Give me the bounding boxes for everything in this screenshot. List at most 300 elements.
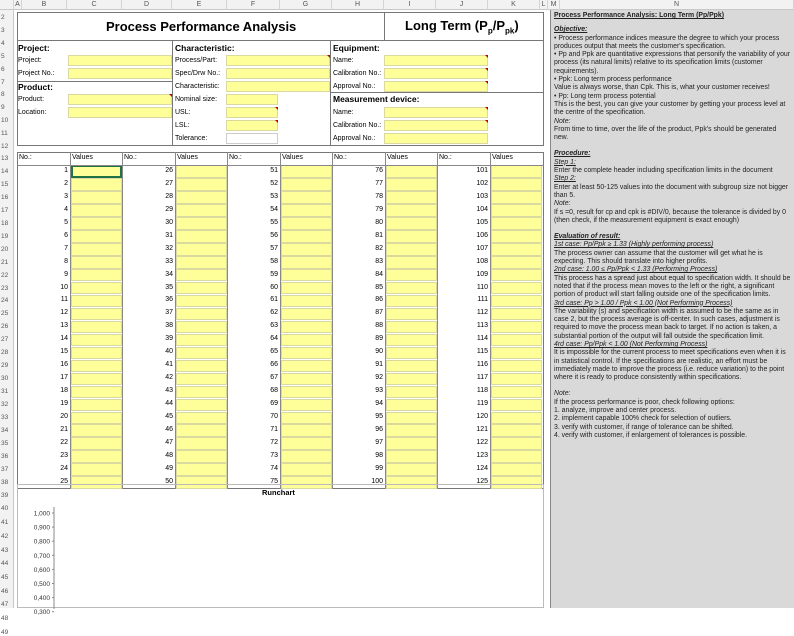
- value-input-cell[interactable]: [71, 217, 122, 229]
- value-input-cell[interactable]: [281, 386, 332, 398]
- runchart-title: Runchart: [262, 488, 295, 497]
- value-input-cell[interactable]: [386, 204, 437, 216]
- value-input-cell[interactable]: [176, 178, 227, 190]
- process-part-input[interactable]: [226, 55, 330, 66]
- sample-number: 52: [270, 179, 278, 187]
- value-input-cell[interactable]: [71, 269, 122, 281]
- sample-number: 83: [375, 257, 383, 265]
- value-input-cell[interactable]: [386, 334, 437, 346]
- sample-number: 34: [165, 270, 173, 278]
- value-input-cell[interactable]: [71, 347, 122, 359]
- value-input-cell[interactable]: [176, 386, 227, 398]
- value-input-cell[interactable]: [491, 269, 542, 281]
- row-number[interactable]: 16: [1, 193, 9, 201]
- value-input-cell[interactable]: [491, 282, 542, 294]
- value-input-cell[interactable]: [71, 424, 122, 436]
- value-input-cell[interactable]: [71, 373, 122, 385]
- value-input-cell[interactable]: [176, 321, 227, 333]
- value-input-cell[interactable]: [386, 295, 437, 307]
- col-header-j[interactable]: J: [436, 0, 488, 10]
- sample-number: 49: [165, 464, 173, 472]
- row-number[interactable]: 5: [1, 52, 5, 60]
- row-number[interactable]: 20: [1, 245, 9, 253]
- row-number[interactable]: 30: [1, 375, 9, 383]
- y-tick-label: 0,600: [33, 566, 50, 574]
- row-number[interactable]: 12: [1, 143, 9, 150]
- row-header-bar: [0, 10, 14, 636]
- value-input-cell[interactable]: [281, 360, 332, 372]
- value-input-cell[interactable]: [281, 450, 332, 462]
- no-column-header: No.:: [334, 154, 347, 161]
- value-input-cell[interactable]: [71, 230, 122, 242]
- nominal-size-input[interactable]: [226, 94, 278, 105]
- value-input-cell[interactable]: [176, 204, 227, 216]
- value-input-cell[interactable]: [281, 412, 332, 424]
- row-number[interactable]: 47: [1, 601, 9, 609]
- value-input-cell[interactable]: [386, 360, 437, 372]
- sample-number: 113: [476, 322, 488, 330]
- value-input-cell[interactable]: [281, 217, 332, 229]
- value-input-cell[interactable]: [386, 217, 437, 229]
- value-input-cell[interactable]: [176, 217, 227, 229]
- spec-drw-label: Spec/Drw No.:: [175, 70, 221, 77]
- value-input-cell[interactable]: [71, 243, 122, 255]
- row-number[interactable]: 4: [1, 39, 5, 47]
- value-input-cell[interactable]: [386, 347, 437, 359]
- row-number[interactable]: 23: [1, 284, 9, 292]
- comment-marker[interactable]: [485, 120, 488, 123]
- value-input-cell[interactable]: [176, 412, 227, 424]
- y-tick-label: 0,900: [33, 524, 50, 532]
- value-input-cell[interactable]: [281, 204, 332, 216]
- row-number[interactable]: 22: [1, 271, 9, 279]
- sample-number: 18: [60, 387, 68, 395]
- row-number[interactable]: 24: [1, 297, 9, 305]
- value-input-cell[interactable]: [491, 399, 542, 411]
- value-input-cell[interactable]: [71, 334, 122, 346]
- sample-number: 121: [476, 425, 488, 433]
- value-input-cell[interactable]: [71, 295, 122, 307]
- notes-title: Process Performance Analysis: Long Term (Pp/Ppk): [554, 12, 725, 19]
- value-input-cell[interactable]: [176, 334, 227, 346]
- value-input-cell[interactable]: [386, 269, 437, 281]
- usl-input[interactable]: [226, 107, 278, 118]
- value-input-cell[interactable]: [71, 308, 122, 320]
- value-input-cell[interactable]: [71, 360, 122, 372]
- row-number[interactable]: 29: [1, 362, 9, 370]
- row-number[interactable]: 9: [1, 104, 5, 112]
- row-number[interactable]: 44: [1, 560, 9, 568]
- value-input-cell[interactable]: [491, 256, 542, 268]
- row-number[interactable]: 40: [1, 505, 9, 513]
- sample-number: 92: [375, 374, 383, 382]
- objective-line: • Ppk: Long term process performance: [554, 76, 672, 84]
- col-header-m[interactable]: M: [548, 0, 560, 10]
- row-number[interactable]: 25: [1, 310, 9, 318]
- value-input-cell[interactable]: [176, 360, 227, 372]
- sample-number: 109: [476, 270, 488, 278]
- equipment-approval-label: Approval No.:: [333, 83, 376, 90]
- row-number[interactable]: 33: [1, 414, 9, 421]
- value-input-cell[interactable]: [386, 399, 437, 411]
- note3-line: 3. verify with customer, if range of tolerance can be shifted.: [554, 423, 734, 431]
- value-input-cell[interactable]: [71, 463, 122, 475]
- value-input-cell[interactable]: [386, 308, 437, 320]
- active-value-cell[interactable]: [71, 165, 122, 177]
- value-input-cell[interactable]: [491, 243, 542, 255]
- values-column-header: Values: [492, 154, 513, 161]
- row-number[interactable]: 6: [1, 65, 5, 73]
- equipment-name-label: Name:: [333, 57, 354, 64]
- sample-number: 94: [375, 400, 383, 408]
- value-input-cell[interactable]: [491, 463, 542, 475]
- value-input-cell[interactable]: [71, 386, 122, 398]
- value-input-cell[interactable]: [491, 217, 542, 229]
- sample-number: 76: [375, 166, 383, 174]
- value-input-cell[interactable]: [491, 230, 542, 242]
- value-input-cell[interactable]: [281, 399, 332, 411]
- sample-number: 89: [375, 335, 383, 343]
- sample-number: 73: [270, 451, 278, 459]
- measurement-heading: Measurement device:: [333, 94, 420, 104]
- comment-marker[interactable]: [485, 68, 488, 71]
- row-number[interactable]: 37: [1, 465, 9, 473]
- value-input-cell[interactable]: [281, 373, 332, 385]
- value-input-cell[interactable]: [176, 347, 227, 359]
- objective-line: • Process performance indices measure the degree to which your process produces output that meets the customer's specification.: [554, 34, 780, 50]
- sample-number: 75: [270, 477, 278, 485]
- col-header-a[interactable]: A: [14, 0, 22, 10]
- col-header-n[interactable]: N: [560, 0, 794, 10]
- sample-number: 99: [375, 464, 383, 472]
- row-number[interactable]: 13: [1, 155, 9, 162]
- row-number[interactable]: 19: [1, 232, 9, 240]
- value-input-cell[interactable]: [386, 463, 437, 475]
- value-input-cell[interactable]: [176, 450, 227, 462]
- row-number[interactable]: 11: [1, 130, 8, 138]
- row-number[interactable]: 42: [1, 532, 9, 540]
- row-number[interactable]: 27: [1, 336, 9, 344]
- value-input-cell[interactable]: [491, 412, 542, 424]
- sample-number: 15: [60, 348, 68, 356]
- row-number[interactable]: 2: [1, 14, 5, 21]
- row-number[interactable]: 38: [1, 478, 9, 486]
- select-all-corner[interactable]: [0, 0, 14, 10]
- value-input-cell[interactable]: [491, 165, 542, 177]
- spec-drw-input[interactable]: [226, 68, 330, 79]
- value-input-cell[interactable]: [281, 165, 332, 177]
- device-approval-input[interactable]: [384, 133, 488, 144]
- note3-line: 4. verify with customer, if enlargement of tolerances is possible.: [554, 431, 748, 439]
- device-name-input[interactable]: [384, 107, 488, 118]
- sample-number: 120: [476, 413, 488, 420]
- row-number[interactable]: 26: [1, 323, 9, 331]
- comment-marker[interactable]: [169, 94, 172, 97]
- row-number[interactable]: 28: [1, 349, 9, 357]
- sample-number: 80: [375, 218, 383, 226]
- step2-text: Enter at least 50-125 values into the document with subgroup size not bigger than 5.: [554, 183, 789, 199]
- value-input-cell[interactable]: [386, 321, 437, 333]
- sample-number: 24: [60, 464, 68, 472]
- comment-marker[interactable]: [485, 81, 488, 84]
- row-number[interactable]: 46: [1, 587, 9, 595]
- sample-number: 7: [64, 244, 68, 252]
- sample-number: 124: [476, 464, 488, 472]
- value-input-cell[interactable]: [71, 204, 122, 216]
- value-input-cell[interactable]: [386, 373, 437, 385]
- row-number[interactable]: 31: [1, 388, 9, 396]
- col-header-g[interactable]: G: [280, 0, 332, 10]
- row-number[interactable]: 3: [1, 26, 5, 34]
- value-input-cell[interactable]: [281, 243, 332, 255]
- value-input-cell[interactable]: [281, 282, 332, 294]
- value-input-cell[interactable]: [491, 204, 542, 216]
- value-input-cell[interactable]: [71, 399, 122, 411]
- row-number[interactable]: 34: [1, 426, 9, 434]
- sample-number: 26: [165, 166, 173, 174]
- sample-number: 112: [476, 309, 488, 317]
- characteristic-input[interactable]: [226, 81, 330, 92]
- value-input-cell[interactable]: [491, 386, 542, 398]
- evaluation-heading: Evaluation of result:: [554, 233, 621, 241]
- value-input-cell[interactable]: [71, 450, 122, 462]
- value-input-cell[interactable]: [386, 178, 437, 190]
- value-input-cell[interactable]: [71, 412, 122, 424]
- value-input-cell[interactable]: [176, 424, 227, 436]
- value-input-cell[interactable]: [281, 178, 332, 190]
- value-input-cell[interactable]: [176, 256, 227, 268]
- value-input-cell[interactable]: [281, 334, 332, 346]
- value-input-cell[interactable]: [176, 437, 227, 449]
- comment-marker[interactable]: [485, 107, 488, 110]
- row-number[interactable]: 8: [1, 91, 5, 99]
- lsl-input[interactable]: [226, 120, 278, 131]
- sample-number: 43: [165, 387, 173, 395]
- sample-number: 1: [64, 166, 68, 174]
- location-input[interactable]: [68, 107, 172, 118]
- col-header-k[interactable]: K: [488, 0, 540, 10]
- value-input-cell[interactable]: [491, 360, 542, 372]
- case4-text: It is impossible for the current process to meet specifications even when it is in statistical control. If the specifications are realistic, an effort must be immediately made to improve the process (i.e. reduce variation) to the point where it is ready to produce consistently within specifications.: [554, 349, 786, 382]
- col-header-d[interactable]: D: [122, 0, 172, 10]
- sample-number: 37: [165, 309, 173, 317]
- value-input-cell[interactable]: [491, 295, 542, 307]
- value-input-cell[interactable]: [491, 191, 542, 203]
- col-header-h[interactable]: H: [332, 0, 384, 10]
- value-input-cell[interactable]: [386, 437, 437, 449]
- value-input-cell[interactable]: [71, 191, 122, 203]
- equipment-calibration-input[interactable]: [384, 68, 488, 79]
- row-number[interactable]: 14: [1, 167, 9, 175]
- instructions-panel: [550, 10, 794, 608]
- value-input-cell[interactable]: [176, 191, 227, 203]
- col-header-c[interactable]: C: [67, 0, 122, 10]
- row-number[interactable]: 45: [1, 573, 9, 581]
- value-input-cell[interactable]: [491, 334, 542, 346]
- row-number[interactable]: 48: [1, 615, 9, 622]
- case3-text: The variability (s) and specification width is assumed to be the same as in case 2, but the process average is off-center. In such cases, adjustment is required to move the process mean back to target. If no action is taken, a substantial portion of the output will fall outside the specification limit.: [554, 307, 780, 340]
- sample-number: 123: [476, 451, 488, 459]
- value-input-cell[interactable]: [281, 191, 332, 203]
- product-input[interactable]: [68, 94, 172, 105]
- value-input-cell[interactable]: [71, 256, 122, 268]
- sample-number: 53: [270, 192, 278, 200]
- value-input-cell[interactable]: [491, 308, 542, 320]
- sample-number: 86: [375, 296, 383, 304]
- row-number[interactable]: 10: [1, 117, 9, 125]
- note3-line: 1. analyze, improve and center process.: [554, 407, 677, 415]
- value-input-cell[interactable]: [386, 386, 437, 398]
- comment-marker[interactable]: [275, 107, 278, 110]
- sample-number: 54: [270, 205, 278, 213]
- value-input-cell[interactable]: [386, 450, 437, 462]
- value-input-cell[interactable]: [386, 191, 437, 203]
- value-input-cell[interactable]: [71, 178, 122, 190]
- value-input-cell[interactable]: [281, 347, 332, 359]
- value-input-cell[interactable]: [386, 412, 437, 424]
- sample-number: 93: [375, 387, 383, 395]
- value-input-cell[interactable]: [386, 165, 437, 177]
- comment-marker[interactable]: [485, 55, 488, 58]
- row-number[interactable]: 21: [1, 258, 9, 266]
- value-input-cell[interactable]: [386, 256, 437, 268]
- note3-line: If the process performance is poor, check following options:: [554, 398, 735, 406]
- value-input-cell[interactable]: [386, 424, 437, 436]
- sample-number: 108: [476, 257, 488, 265]
- sample-number: 100: [371, 477, 383, 485]
- value-input-cell[interactable]: [71, 282, 122, 294]
- sample-number: 90: [375, 348, 383, 356]
- value-input-cell[interactable]: [176, 230, 227, 242]
- value-input-cell[interactable]: [386, 282, 437, 294]
- value-input-cell[interactable]: [491, 424, 542, 436]
- col-header-l[interactable]: L: [540, 0, 548, 10]
- equipment-name-input[interactable]: [384, 55, 488, 66]
- sample-number: 4: [64, 205, 68, 213]
- sample-number: 71: [270, 425, 278, 433]
- value-input-cell[interactable]: [176, 399, 227, 411]
- col-header-e[interactable]: E: [172, 0, 227, 10]
- row-number[interactable]: 7: [1, 78, 5, 86]
- value-input-cell[interactable]: [281, 321, 332, 333]
- characteristic-heading: Characteristic:: [175, 43, 235, 53]
- sample-number: 122: [476, 438, 488, 446]
- value-input-cell[interactable]: [176, 269, 227, 281]
- value-input-cell[interactable]: [281, 295, 332, 307]
- sample-number: 25: [60, 477, 68, 485]
- row-number[interactable]: 43: [1, 546, 9, 554]
- sample-number: 55: [270, 218, 278, 226]
- sample-number: 64: [270, 335, 278, 343]
- value-input-cell[interactable]: [281, 256, 332, 268]
- value-input-cell[interactable]: [491, 347, 542, 359]
- value-input-cell[interactable]: [491, 321, 542, 333]
- col-header-i[interactable]: I: [384, 0, 436, 10]
- value-input-cell[interactable]: [491, 373, 542, 385]
- sample-number: 56: [270, 231, 278, 239]
- sample-number: 97: [375, 438, 383, 446]
- sample-number: 35: [165, 283, 173, 291]
- value-input-cell[interactable]: [176, 165, 227, 177]
- row-number[interactable]: 15: [1, 180, 9, 188]
- y-tick-label: 0,400: [33, 595, 50, 603]
- row-number[interactable]: 18: [1, 219, 9, 227]
- y-tick-label: 0,300: [33, 609, 50, 617]
- value-input-cell[interactable]: [71, 437, 122, 449]
- case2-heading: 2nd case: 1.00 ≤ Pp/Ppk < 1.33 (Performing Process): [554, 266, 718, 274]
- value-input-cell[interactable]: [491, 178, 542, 190]
- no-column-header: No.:: [229, 154, 242, 161]
- sample-number: 46: [165, 425, 173, 433]
- project-no-input[interactable]: [68, 68, 172, 79]
- sample-number: 104: [476, 205, 488, 213]
- column-header-bar: [0, 0, 794, 10]
- value-input-cell[interactable]: [281, 308, 332, 320]
- value-input-cell[interactable]: [281, 230, 332, 242]
- value-input-cell[interactable]: [176, 282, 227, 294]
- value-input-cell[interactable]: [281, 437, 332, 449]
- sample-number: 32: [165, 244, 173, 252]
- value-input-cell[interactable]: [386, 243, 437, 255]
- sample-number: 102: [476, 179, 488, 187]
- no-column-header: No.:: [19, 154, 32, 161]
- row-number[interactable]: 41: [1, 519, 9, 527]
- sample-number: 30: [165, 218, 173, 226]
- y-tick-label: 1,000: [33, 510, 50, 518]
- sample-number: 50: [165, 477, 173, 485]
- sample-number: 27: [165, 179, 173, 187]
- sample-number: 119: [476, 400, 488, 408]
- value-input-cell[interactable]: [491, 437, 542, 449]
- value-input-cell[interactable]: [176, 463, 227, 475]
- note2-heading: Note:: [554, 200, 571, 208]
- row-number[interactable]: 17: [1, 206, 9, 214]
- sample-number: 45: [165, 413, 173, 420]
- value-input-cell[interactable]: [491, 450, 542, 462]
- value-input-cell[interactable]: [281, 424, 332, 436]
- row-number[interactable]: 35: [1, 439, 9, 447]
- row-number[interactable]: 32: [1, 401, 9, 409]
- objective-line: • Pp: Long term process potential: [554, 92, 656, 100]
- usl-label: USL:: [175, 109, 191, 116]
- sample-number: 66: [270, 361, 278, 369]
- sample-number: 9: [64, 270, 68, 278]
- row-number[interactable]: 39: [1, 491, 9, 499]
- row-number[interactable]: 49: [1, 628, 9, 636]
- value-input-cell[interactable]: [386, 230, 437, 242]
- col-header-f[interactable]: F: [227, 0, 280, 10]
- sample-number: 10: [60, 283, 68, 291]
- sample-number: 62: [270, 309, 278, 317]
- comment-marker[interactable]: [275, 120, 278, 123]
- y-tick-label: 0,700: [33, 552, 50, 560]
- row-number[interactable]: 36: [1, 452, 9, 460]
- value-input-cell[interactable]: [176, 373, 227, 385]
- value-input-cell[interactable]: [71, 321, 122, 333]
- value-input-cell[interactable]: [176, 308, 227, 320]
- value-input-cell[interactable]: [176, 243, 227, 255]
- equipment-approval-input[interactable]: [384, 81, 488, 92]
- sample-number: 77: [375, 179, 383, 187]
- sample-number: 95: [375, 413, 383, 420]
- device-calibration-input[interactable]: [384, 120, 488, 131]
- project-input[interactable]: [68, 55, 172, 66]
- value-input-cell[interactable]: [281, 463, 332, 475]
- note3-line: 2. implement capable 100% check for selection of outliers.: [554, 415, 732, 423]
- value-input-cell[interactable]: [281, 269, 332, 281]
- col-header-b[interactable]: B: [22, 0, 67, 10]
- value-input-cell[interactable]: [176, 295, 227, 307]
